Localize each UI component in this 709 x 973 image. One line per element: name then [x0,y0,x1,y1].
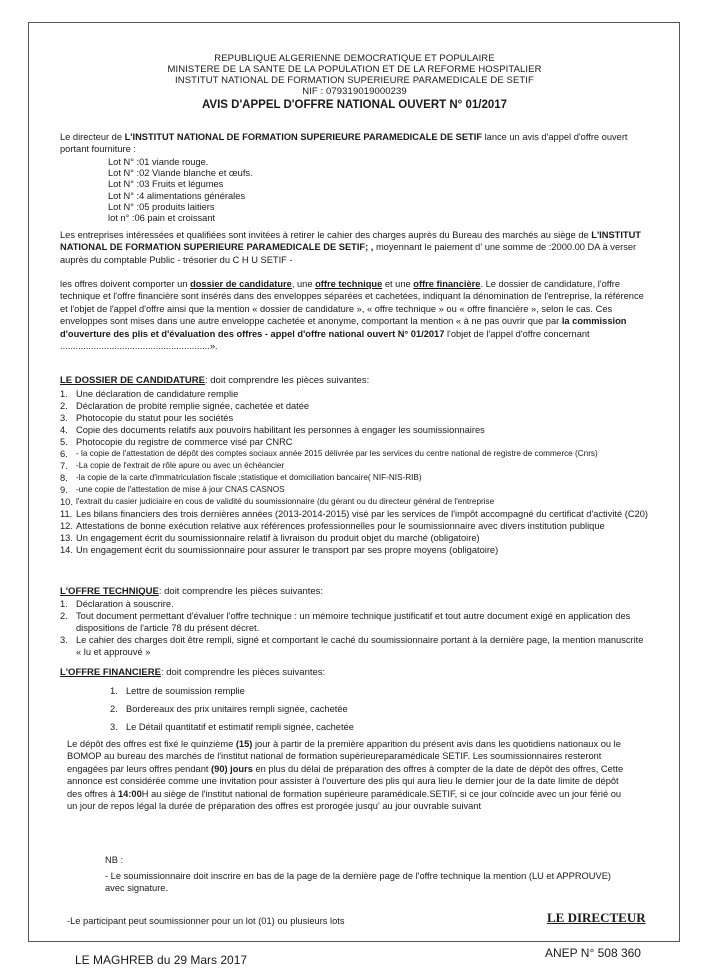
list-item-text: Lettre de soumission remplie [126,686,245,696]
list-item [60,400,648,412]
withdrawal-paragraph: Les entreprises intéressées et qualifiées sont invitées à retirer le cahier des charges auprès du Bureau des marchés au siège de L'INSTITUT NATIONAL DE FORMATION SUPERIEURE PARAMEDICALE DE SETIF; , moyennant le paiement d' une somme de :2000.00 DA à verser auprès du comptable Public - trésorier du C H U SETIF - [60,230,641,265]
list-item [110,682,630,700]
lot-item: Lot N° :02 Viande blanche et œufs. [108,168,253,179]
intro-paragraph: Le directeur de L'INSTITUT NATIONAL DE FORMATION SUPERIEURE PARAMEDICALE DE SETIF lance un avis d'appel d'offre ouvert portant fourniture : [60,132,628,155]
dossier-list [60,388,648,556]
list-item-number: 3. [110,722,118,732]
list-item-number: 5. [60,437,68,447]
list-item-number: 14. [60,545,73,555]
list-item-text: Tout document permettant d'évaluer l'offre technique : un mémoire technique justificatif et tout autre document exigé en application des dispositions de l'article 78 du présent décret. [76,611,631,633]
list-item [60,388,648,400]
lot-item: Lot N° :05 produits laitiers [108,201,215,212]
list-item-text: Un engagement écrit du soumissionnaire relatif à livraison du produit objet du marché (obligatoire) [76,533,480,543]
list-item-number: 2. [60,611,68,621]
list-item [60,598,648,610]
anep-reference: ANEP N° 508 360 [545,946,641,960]
list-item-number: 3. [60,635,68,645]
list-item-text: Copie des documents relatifs aux pouvoirs habilitant les personnes à engager les soumissionnaires [76,425,485,435]
list-item-number: 7. [60,461,68,471]
list-item-text: -une copie de l'attestation de mise à jour CNAS CASNOS [76,485,285,494]
participant-note: -Le participant peut soumissionner pour un lot (01) ou plusieurs lots [67,916,345,926]
list-item-text: Bordereaux des prix unitaires rempli signée, cachetée [126,704,348,714]
list-item-number: 2. [110,704,118,714]
list-item-text: - la copie de l'attestation de dépôt des comptes sociaux année 2015 délivrée par les services du centre national de registre de commerce (Cnrs) [76,449,598,458]
list-item-text: Les bilans financiers des trois dernières années (2013-2014-2015) visé par les services de l'impôt accompagné du certificat d'activité (C20) [76,509,648,519]
list-item-number: 10. [60,497,73,507]
offers-paragraph: les offres doivent comporter un dossier de candidature, une offre technique et une offre financière. Le dossier de candidature, l'offre technique et l'offre financière sont insérés dans des enveloppes séparées et cachetées, indiquant la dénomination de l'entreprise, la référence et l'objet de l'appel d'offre ainsi que la mention « dossier de candidature », « offre technique » ou « offre financière », selon le cas. Ces enveloppes sont mises dans une autre enveloppe cachetée et anonyme, comportant la mention « à ne pas ouvrir que par la commission d'ouverture des plis et d'évaluation des offres - appel d'offre national ouvert N° 01/2017 l'objet de l'appel d'offre concernant ..........................................................». [60,279,644,352]
deposit-paragraph: Le dépôt des offres est fixé le quinzième (15) jour à partir de la première apparition du présent avis dans les quotidiens nationaux ou le BOMOP au bureau des marchés de l'institut national de formation supérieureparamédicale SETIF. Les soumissionnaires resteront engagées par leurs offres pendant (90) jours en plus du délai de préparation des offres à compter de la date de dépôt des offres, Cette annonce est considérée comme une invitation pour assister à l'ouverture des plis qui aura lieu le dernier jour de la date limite de dépôt des offres à 14:00H au siège de l'institut national de formation supérieure paramédicale.SETIF, si ce jour coïncide avec un jour férié ou un jour de repos légal la durée de préparation des offres est prorogée jusqu' au jour ouvrable suivant [67,739,624,812]
list-item-text: Déclaration à souscrire. [76,599,174,609]
list-item [60,634,648,658]
list-item [60,496,648,508]
list-item-text: Attestations de bonne exécution relative aux références professionnelles pour le soumissionnaire avec divers institution publique [76,521,605,531]
nb-text: - Le soumissionnaire doit inscrire en bas de la page de la dernière page de l'offre technique la mention (LU et APPROUVE) avec signature. [105,871,611,894]
list-item-number: 11. [60,509,73,519]
list-item [60,448,648,460]
lots-list [108,157,253,224]
list-item-text: l'extrait du casier judiciaire en cous de validité du soumissionnaire (du gérant ou du directeur général de l'entreprise [76,497,495,506]
list-item [60,424,648,436]
list-item [60,412,648,424]
list-item-text: -la copie de la carte d'immatriculation fiscale ;statistique et domiciliation bancaire( NIF-NIS-RIB) [76,473,422,482]
list-item-number: 8. [60,473,68,483]
notice-title: AVIS D'APPEL D'OFFRE NATIONAL OUVERT N° 01/2017 [201,99,508,111]
list-item-number: 1. [60,389,68,399]
list-item-number: 4. [60,425,68,435]
list-item-text: Un engagement écrit du soumissionnaire pour assurer le transport par ses propre moyens (obligatoire) [76,545,499,555]
nb-label: NB : [105,855,124,865]
header-institute: INSTITUT NATIONAL DE FORMATION SUPERIEURE PARAMEDICALE DE SETIF [175,75,534,86]
list-item [60,460,648,472]
financiere-list [110,682,630,736]
header-nif: NIF : 07931901900023​9 [302,86,407,97]
list-item [60,508,648,520]
technique-heading: L'OFFRE TECHNIQUE: doit comprendre les pièces suivantes: [60,586,324,597]
list-item [60,436,648,448]
list-item-number: 1. [110,686,118,696]
list-item-text: Photocopie du registre de commerce visé par CNRC [76,437,293,447]
list-item-text: Une déclaration de candidature remplie [76,389,239,399]
lot-item: Lot N° :03 Fruits et légumes [108,179,224,190]
list-item [60,532,648,544]
list-item-number: 1. [60,599,68,609]
list-item [60,520,648,532]
list-item [110,700,630,718]
signature-director: LE DIRECTEUR [547,910,646,925]
technique-list [60,598,648,658]
list-item [60,484,648,496]
list-item-text: Le cahier des charges doit être rempli, signé et comportant le caché du soumissionnaire portant à la dernière page, la mention manuscrite « lu et approuvé » [76,635,644,657]
newspaper-footer: LE MAGHREB du 29 Mars 2017 [75,953,248,967]
list-item-number: 13. [60,533,73,543]
dossier-heading: LE DOSSIER DE CANDIDATURE: doit comprendre les pièces suivantes: [60,375,370,386]
financiere-heading: L'OFFRE FINANCIERE: doit comprendre les pièces suivantes: [60,667,326,678]
list-item-number: 9. [60,485,68,495]
list-item-text: Photocopie du statut pour les sociétés [76,413,234,423]
header-republic: REPUBLIQUE ALGERIENNE DEMOCRATIQUE ET POPULAIRE [214,53,495,64]
list-item-text: Déclaration de probité remplie signée, cachetée et datée [76,401,310,411]
lot-item: Lot N° :4 alimentations générales [108,190,246,201]
lot-item: Lot N° :01 viande rouge. [108,157,209,167]
lot-item: lot n° :06 pain et croissant [108,213,216,224]
list-item-text: Le Détail quantitatif et estimatif rempli signée, cachetée [126,722,354,732]
list-item-number: 2. [60,401,68,411]
list-item-number: 6. [60,449,68,459]
list-item [60,610,648,634]
header-ministry: MINISTERE DE LA SANTE DE LA POPULATION ET DE LA REFORME HOSPITALIER [167,64,542,75]
list-item [110,718,630,736]
list-item-number: 3. [60,413,68,423]
list-item-text: -La copie de l'extrait de rôle apure ou avec un échéancier [76,461,285,470]
list-item [60,544,648,556]
list-item [60,472,648,484]
list-item-number: 12. [60,521,73,531]
